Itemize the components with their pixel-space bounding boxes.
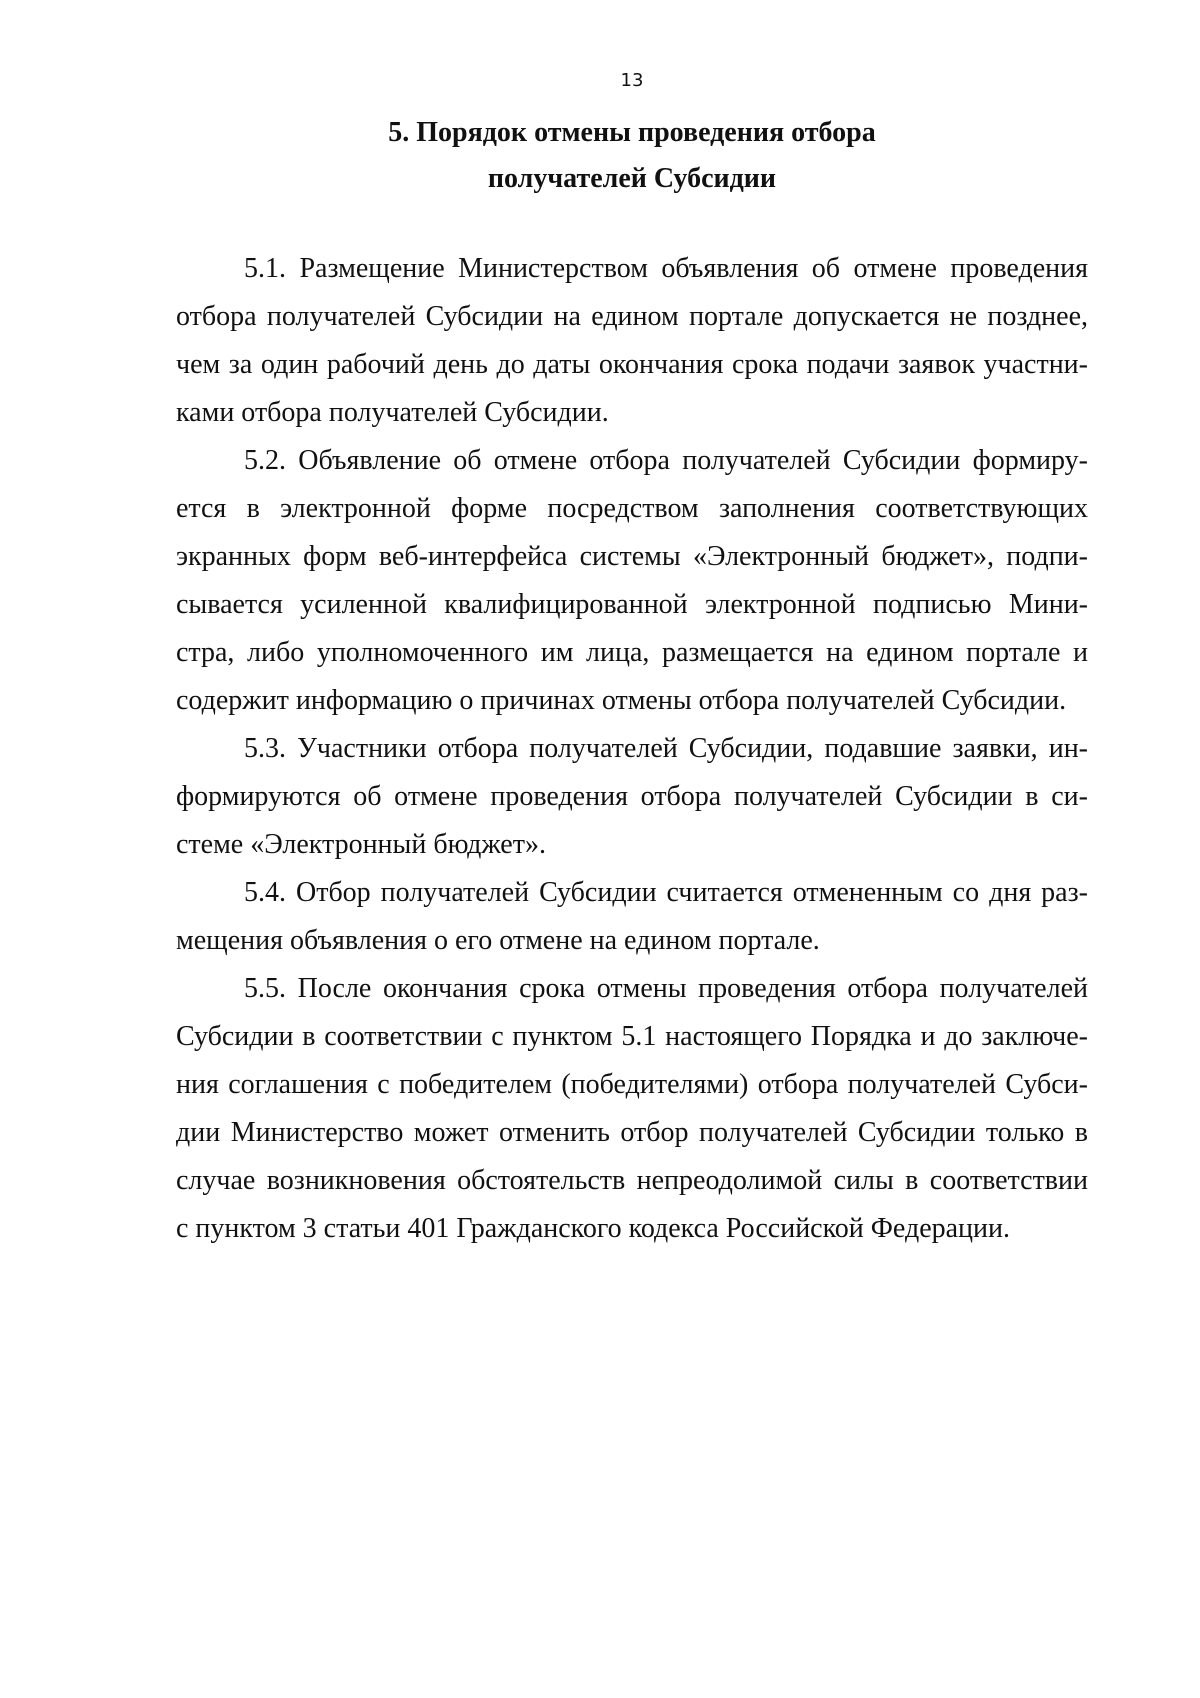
text-line: 5.5. После окончания срока отмены проведения отбора получателей <box>244 973 1088 1004</box>
text-line: 5.2. Объявление об отмене отбора получателей Субсидии формиру- <box>244 445 1088 476</box>
text-line: чем за один рабочий день до даты окончания срока подачи заявок участни- <box>176 349 1088 380</box>
text-line: отбора получателей Субсидии на едином портале допускается не позднее, <box>176 301 1088 332</box>
text-line: формируются об отмене проведения отбора получателей Субсидии в си- <box>176 781 1088 812</box>
paragraph-5-1 <box>176 245 1088 437</box>
text-line: ками отбора получателей Субсидии. <box>176 397 609 428</box>
text-line: содержит информацию о причинах отмены отбора получателей Субсидии. <box>176 685 1067 716</box>
paragraph-5-3 <box>176 725 1088 869</box>
text-line: стра, либо уполномоченного им лица, размещается на едином портале и <box>176 637 1088 668</box>
text-line: экранных форм веб-интерфейса системы «Электронный бюджет», подпи- <box>176 541 1088 572</box>
text-line: ния соглашения с победителем (победителями) отбора получателей Субси- <box>176 1069 1088 1100</box>
text-line: мещения объявления о его отмене на едином портале. <box>176 925 820 956</box>
text-line: сывается усиленной квалифицированной электронной подписью Мини- <box>176 589 1088 620</box>
document-body <box>176 245 1088 1253</box>
section-heading <box>0 110 1200 202</box>
text-line: 5.3. Участники отбора получателей Субсидии, подавшие заявки, ин- <box>244 733 1088 764</box>
paragraph-5-4 <box>176 869 1088 965</box>
text-line: 5.1. Размещение Министерством объявления об отмене проведения <box>244 253 1088 284</box>
text-line: ется в электронной форме посредством заполнения соответствующих <box>176 493 1088 524</box>
text-line: дии Министерство может отменить отбор получателей Субсидии только в <box>176 1117 1088 1148</box>
text-line: стеме «Электронный бюджет». <box>176 829 546 860</box>
text-line: с пунктом 3 статьи 401 Гражданского кодекса Российской Федерации. <box>176 1213 1011 1244</box>
paragraph-5-5 <box>176 965 1088 1253</box>
section-heading-line-2: получателей Субсидии <box>487 163 777 194</box>
page-number: 13 <box>620 70 644 91</box>
section-heading-line-1: 5. Порядок отмены проведения отбора <box>388 117 876 148</box>
paragraph-5-2 <box>176 437 1088 725</box>
text-line: Субсидии в соответствии с пунктом 5.1 настоящего Порядка и до заключе- <box>176 1021 1088 1052</box>
text-line: 5.4. Отбор получателей Субсидии считается отмененным со дня раз- <box>244 877 1088 908</box>
text-line: случае возникновения обстоятельств непреодолимой силы в соответствии <box>176 1165 1088 1196</box>
